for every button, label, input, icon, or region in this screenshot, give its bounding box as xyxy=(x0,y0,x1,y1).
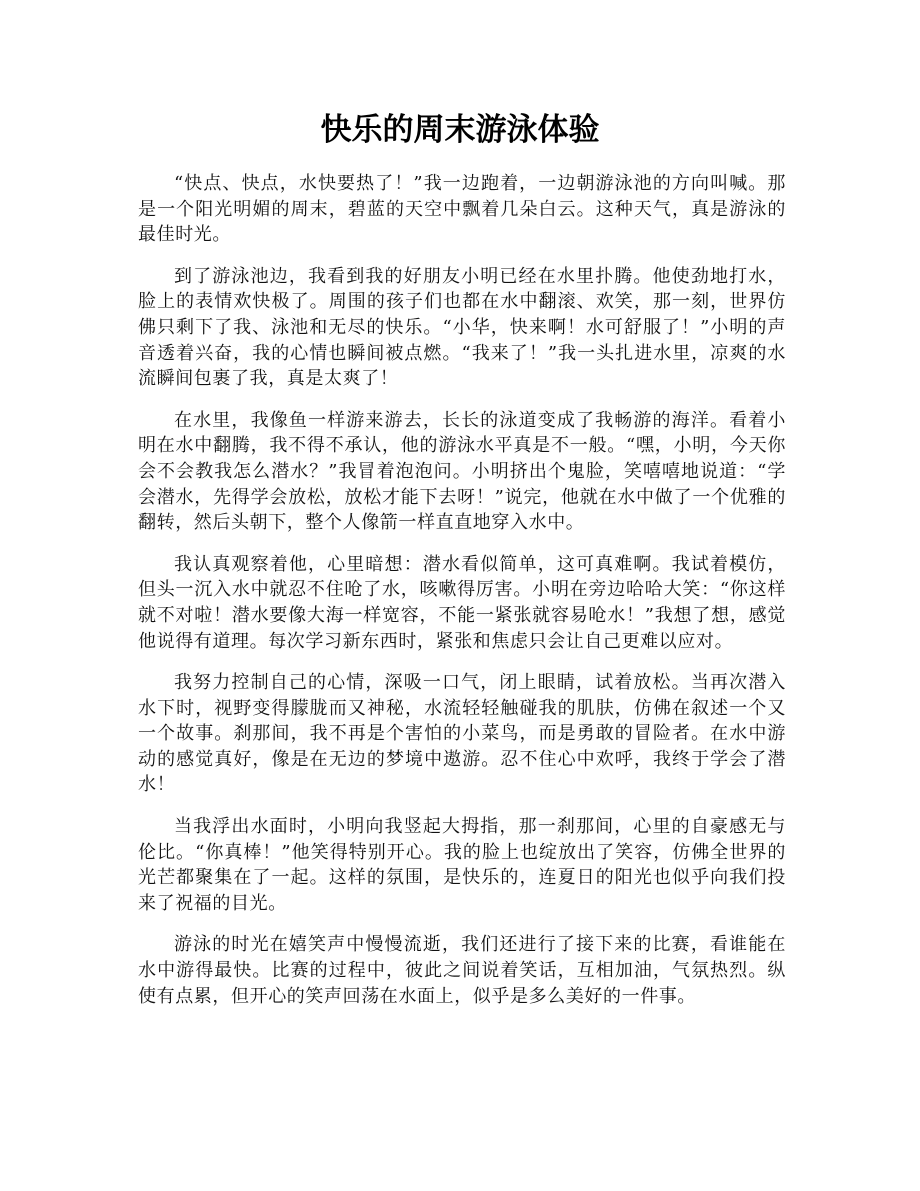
document-body xyxy=(138,171,786,1025)
paragraph-5: 我努力控制自己的心情，深吸一口气，闭上眼睛，试着放松。当再次潜入水下时，视野变得朦胧而又神秘，水流轻轻触碰我的肌肤，仿佛在叙述一个又一个故事。刹那间，我不再是个害怕的小菜鸟，而是勇敢的冒险者。在水中游动的感觉真好，像是在无边的梦境中遨游。忍不住心中欢呼，我终于学会了潜水！ xyxy=(138,672,786,796)
paragraph-4: 我认真观察着他，心里暗想：潜水看似简单，这可真难啊。我试着模仿，但头一沉入水中就忍不住呛了水，咳嗽得厉害。小明在旁边哈哈大笑：“你这样就不对啦！潜水要像大海一样宽容，不能一紧张就容易呛水！”我想了想，感觉他说得有道理。每次学习新东西时，紧张和焦虑只会让自己更难以应对。 xyxy=(138,553,786,652)
paragraph-1: “快点、快点，水快要热了！”我一边跑着，一边朝游泳池的方向叫喊。那是一个阳光明媚的周末，碧蓝的天空中飘着几朵白云。这种天气，真是游泳的最佳时光。 xyxy=(138,173,786,246)
paragraph-3: 在水里，我像鱼一样游来游去，长长的泳道变成了我畅游的海洋。看着小明在水中翻腾，我不得不承认，他的游泳水平真是不一般。“嘿，小明，今天你会不会教我怎么潜水？”我冒着泡泡问。小明挤出个鬼脸，笑嘻嘻地说道：“学会潜水，先得学会放松，放松才能下去呀！”说完，他就在水中做了一个优雅的翻转，然后头朝下，整个人像箭一样直直地穿入水中。 xyxy=(138,409,786,534)
paragraph-7: 游泳的时光在嬉笑声中慢慢流逝，我们还进行了接下来的比赛，看谁能在水中游得最快。比赛的过程中，彼此之间说着笑话，互相加油，气氛热烈。纵使有点累，但开心的笑声回荡在水面上，似乎是多么美好的一件事。 xyxy=(138,934,786,1007)
paragraph-6: 当我浮出水面时，小明向我竖起大拇指，那一刹那间，心里的自豪感无与伦比。“你真棒！”他笑得特别开心。我的脸上也绽放出了笑容，仿佛全世界的光芒都聚集在了一起。这样的氛围，是快乐的，连夏日的阳光也似乎向我们投来了祝福的目光。 xyxy=(138,816,786,914)
paragraph-2: 到了游泳池边，我看到我的好朋友小明已经在水里扑腾。他使劲地打水，脸上的表情欢快极了。周围的孩子们也都在水中翻滚、欢笑，那一刻，世界仿佛只剩下了我、泳池和无尽的快乐。“小华，快来啊！水可舒服了！”小明的声音透着兴奋，我的心情也瞬间被点燃。“我来了！”我一头扎进水里，凉爽的水流瞬间包裹了我，真是太爽了！ xyxy=(138,265,786,390)
document-title: 快乐的周末游泳体验 xyxy=(320,112,600,148)
